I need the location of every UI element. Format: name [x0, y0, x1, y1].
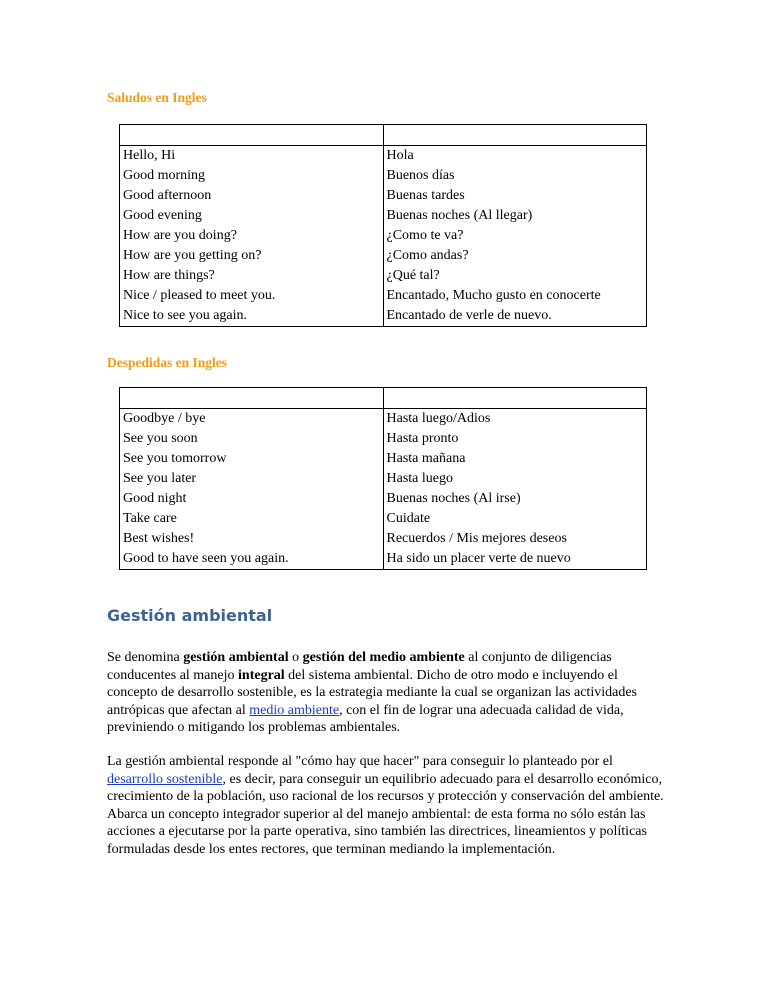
english-phrase: Good morning	[120, 166, 384, 186]
table-header-row	[120, 388, 647, 409]
spanish-phrase: Hasta luego	[383, 469, 647, 489]
p1-text: o	[288, 650, 303, 665]
spanish-phrase: Buenas noches (Al irse)	[383, 489, 647, 509]
spanish-phrase: Recuerdos / Mis mejores deseos	[383, 529, 647, 549]
spanish-phrase: ¿Como te va?	[383, 226, 647, 246]
spanish-phrase: Buenas tardes	[383, 186, 647, 206]
spanish-phrase: Hasta pronto	[383, 429, 647, 449]
english-phrase: Take care	[120, 509, 384, 529]
table-row	[120, 306, 647, 327]
english-phrase: See you later	[120, 469, 384, 489]
table-row	[120, 266, 647, 286]
table-row	[120, 146, 647, 167]
english-phrase: Goodbye / bye	[120, 409, 384, 430]
saludos-heading: Saludos en Ingles	[107, 90, 207, 105]
spanish-phrase: Hasta luego/Adios	[383, 409, 647, 430]
english-phrase: Good afternoon	[120, 186, 384, 206]
table-header-row	[120, 125, 647, 146]
medio-ambiente-link[interactable]: medio ambiente	[249, 702, 340, 718]
english-phrase: See you tomorrow	[120, 449, 384, 469]
spanish-phrase: ¿Qué tal?	[383, 266, 647, 286]
spanish-phrase: Cuidate	[383, 509, 647, 529]
spanish-phrase: ¿Como andas?	[383, 246, 647, 266]
table-row	[120, 509, 647, 529]
english-phrase: Nice to see you again.	[120, 306, 384, 327]
spanish-phrase: Hasta mañana	[383, 449, 647, 469]
p1-text: Se denomina	[107, 650, 184, 665]
spanish-phrase: Buenos días	[383, 166, 647, 186]
table-row	[120, 226, 647, 246]
english-phrase: See you soon	[120, 429, 384, 449]
p1-text: , con el fin de lograr una adecuada calidad de vida, previniendo o mitigando los problemas ambientales.	[107, 702, 624, 735]
english-phrase: Best wishes!	[120, 529, 384, 549]
table-row	[120, 549, 647, 570]
paragraph-2	[107, 753, 667, 858]
spanish-phrase: Hola	[383, 146, 647, 167]
p1-text: del sistema ambiental. Dicho de otro modo e incluyendo el concepto de desarrollo sostenible, es la estrategia mediante la cual se organizan las actividades antrópicas que afectan al	[107, 667, 637, 718]
english-phrase: How are things?	[120, 266, 384, 286]
despedidas-table	[119, 387, 647, 570]
table-row	[120, 409, 647, 430]
spanish-phrase: Ha sido un placer verte de nuevo	[383, 549, 647, 570]
p1-text: al conjunto de diligencias conducentes al manejo	[107, 650, 612, 683]
table-row	[120, 286, 647, 306]
saludos-table	[119, 124, 647, 327]
english-phrase: Good to have seen you again.	[120, 549, 384, 570]
p1-bold-term: integral	[238, 667, 285, 683]
table-row	[120, 186, 647, 206]
english-phrase: How are you doing?	[120, 226, 384, 246]
spanish-phrase: Buenas noches (Al llegar)	[383, 206, 647, 226]
table-row	[120, 429, 647, 449]
table-row	[120, 489, 647, 509]
english-phrase: How are you getting on?	[120, 246, 384, 266]
paragraph-1	[107, 649, 667, 737]
despedidas-heading: Despedidas en Ingles	[107, 355, 228, 370]
english-phrase: Nice / pleased to meet you.	[120, 286, 384, 306]
english-phrase: Good evening	[120, 206, 384, 226]
table-row	[120, 166, 647, 186]
table-row	[120, 449, 647, 469]
spanish-phrase: Encantado, Mucho gusto en conocerte	[383, 286, 647, 306]
table-row	[120, 246, 647, 266]
english-phrase: Hello, Hi	[120, 146, 384, 167]
p2-text: , es decir, para conseguir un equilibrio adecuado para el desarrollo económico, crecimiento de la población, uso racional de los recursos y protección y conservación del ambiente. Abarca un concepto integrador superior al del manejo ambiental: de esta forma no sólo están las acciones a ejecutarse por la parte operativa, sino también las directrices, lineamientos y políticas formuladas desde los entes rectores, que terminan mediando la implementación.	[107, 771, 664, 857]
article-title: Gestión ambiental	[107, 606, 273, 625]
table-row	[120, 529, 647, 549]
table-row	[120, 469, 647, 489]
english-phrase: Good night	[120, 489, 384, 509]
desarrollo-sostenible-link[interactable]: desarrollo sostenible	[107, 771, 223, 787]
spanish-phrase: Encantado de verle de nuevo.	[383, 306, 647, 327]
table-row	[120, 206, 647, 226]
p2-text: La gestión ambiental responde al "cómo hay que hacer" para conseguir lo planteado por el	[107, 754, 613, 769]
p1-bold-term: gestión del medio ambiente	[302, 650, 465, 665]
p1-bold-term: gestión ambiental	[183, 650, 289, 665]
